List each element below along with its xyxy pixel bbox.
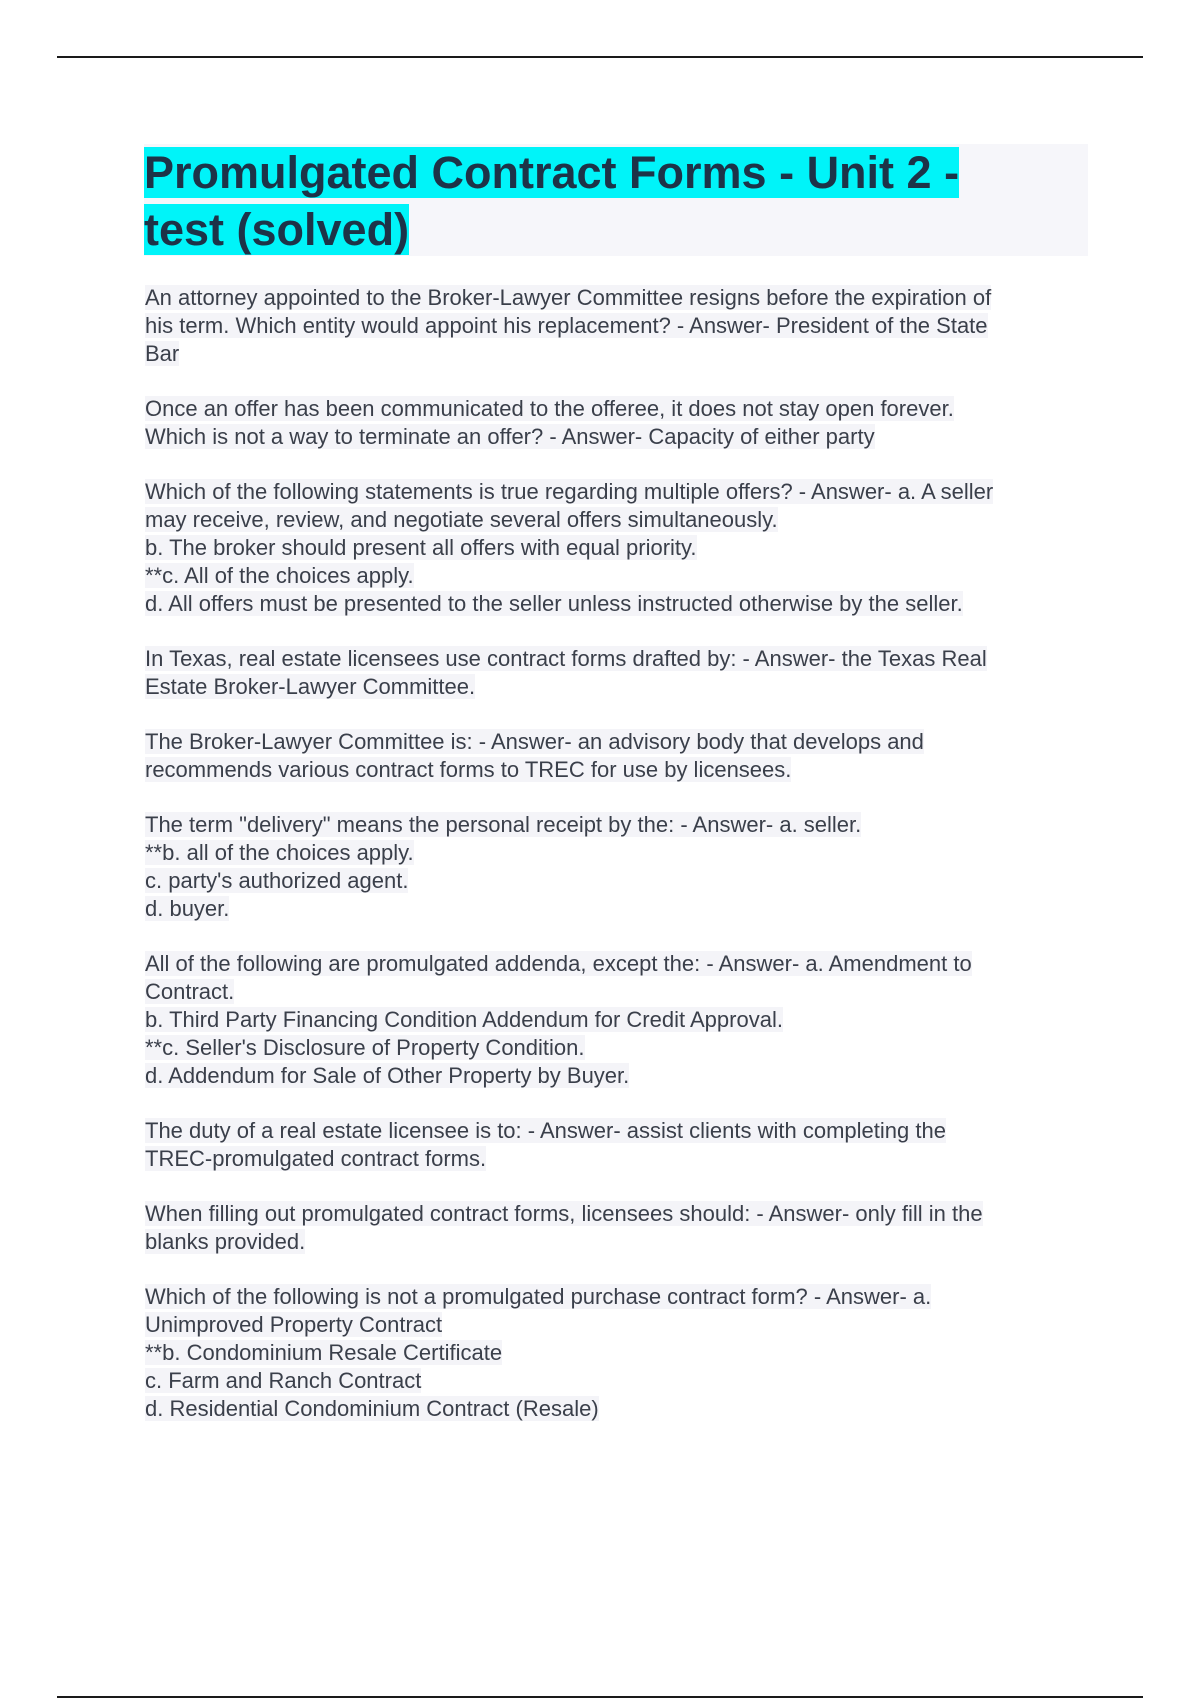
qa-line bbox=[145, 395, 1095, 423]
qa-line bbox=[145, 1395, 1095, 1423]
qa-list bbox=[145, 284, 1095, 1450]
qa-line bbox=[145, 1117, 1095, 1145]
qa-line bbox=[145, 1034, 1095, 1062]
bottom-divider bbox=[57, 1696, 1143, 1698]
qa-line bbox=[145, 673, 1095, 701]
page-title bbox=[144, 144, 1088, 258]
qa-item bbox=[145, 811, 1095, 923]
qa-line-text: d. Residential Condominium Contract (Resale) bbox=[145, 1396, 599, 1421]
qa-line bbox=[145, 895, 1095, 923]
qa-line bbox=[145, 1228, 1095, 1256]
top-divider bbox=[57, 56, 1143, 58]
qa-line-text: **b. Condominium Resale Certificate bbox=[145, 1340, 503, 1365]
qa-line bbox=[145, 867, 1095, 895]
qa-line bbox=[145, 423, 1095, 451]
qa-line bbox=[145, 562, 1095, 590]
qa-line bbox=[145, 1311, 1095, 1339]
qa-line bbox=[145, 1200, 1095, 1228]
qa-item bbox=[145, 1283, 1095, 1423]
qa-line-text: Bar bbox=[145, 341, 180, 366]
qa-line-text: **b. all of the choices apply. bbox=[145, 840, 414, 865]
qa-item bbox=[145, 950, 1095, 1090]
qa-line-text: TREC-promulgated contract forms. bbox=[145, 1146, 487, 1171]
qa-line-text: Contract. bbox=[145, 979, 235, 1004]
qa-item bbox=[145, 1200, 1095, 1256]
qa-line-text: his term. Which entity would appoint his replacement? - Answer- President of the State bbox=[145, 313, 988, 338]
qa-line bbox=[145, 839, 1095, 867]
qa-line bbox=[145, 645, 1095, 673]
qa-line-text: may receive, review, and negotiate several offers simultaneously. bbox=[145, 507, 778, 532]
qa-line-text: b. The broker should present all offers with equal priority. bbox=[145, 535, 697, 560]
qa-line bbox=[145, 1283, 1095, 1311]
qa-line bbox=[145, 312, 1095, 340]
qa-line-text: Which of the following is not a promulgated purchase contract form? - Answer- a. bbox=[145, 1284, 932, 1309]
qa-line bbox=[145, 950, 1095, 978]
qa-line bbox=[145, 1145, 1095, 1173]
qa-line-text: blanks provided. bbox=[145, 1229, 306, 1254]
qa-line bbox=[145, 756, 1095, 784]
qa-line-text: d. Addendum for Sale of Other Property by Buyer. bbox=[145, 1063, 630, 1088]
qa-line-text: The term "delivery" means the personal receipt by the: - Answer- a. seller. bbox=[145, 812, 862, 837]
qa-line-text: Estate Broker-Lawyer Committee. bbox=[145, 674, 476, 699]
qa-line-text: The Broker-Lawyer Committee is: - Answer- an advisory body that develops and bbox=[145, 729, 924, 754]
qa-line bbox=[145, 340, 1095, 368]
qa-item bbox=[145, 284, 1095, 368]
qa-line bbox=[145, 506, 1095, 534]
qa-line bbox=[145, 1367, 1095, 1395]
qa-line bbox=[145, 590, 1095, 618]
qa-line bbox=[145, 1339, 1095, 1367]
qa-line-text: All of the following are promulgated addenda, except the: - Answer- a. Amendment to bbox=[145, 951, 972, 976]
qa-line bbox=[145, 978, 1095, 1006]
qa-line bbox=[145, 1062, 1095, 1090]
qa-line bbox=[145, 1006, 1095, 1034]
qa-line-text: Which of the following statements is true regarding multiple offers? - Answer- a. A seller bbox=[145, 479, 994, 504]
qa-line bbox=[145, 728, 1095, 756]
qa-line-text: d. buyer. bbox=[145, 896, 230, 921]
title-block bbox=[144, 144, 1088, 256]
qa-line-text: An attorney appointed to the Broker-Lawyer Committee resigns before the expiration of bbox=[145, 285, 992, 310]
title-line: Promulgated Contract Forms - Unit 2 - bbox=[144, 147, 960, 198]
qa-line-text: Once an offer has been communicated to the offeree, it does not stay open forever. bbox=[145, 396, 954, 421]
qa-line-text: recommends various contract forms to TREC for use by licensees. bbox=[145, 757, 792, 782]
title-line: test (solved) bbox=[144, 204, 410, 255]
qa-line bbox=[145, 534, 1095, 562]
qa-line bbox=[145, 478, 1095, 506]
qa-item bbox=[145, 395, 1095, 451]
qa-line-text: Which is not a way to terminate an offer? - Answer- Capacity of either party bbox=[145, 424, 875, 449]
qa-line-text: d. All offers must be presented to the seller unless instructed otherwise by the seller. bbox=[145, 591, 963, 616]
qa-line-text: In Texas, real estate licensees use contract forms drafted by: - Answer- the Texas Real bbox=[145, 646, 987, 671]
qa-item bbox=[145, 1117, 1095, 1173]
qa-line-text: Unimproved Property Contract bbox=[145, 1312, 443, 1337]
qa-line-text: **c. Seller's Disclosure of Property Condition. bbox=[145, 1035, 585, 1060]
qa-line-text: c. party's authorized agent. bbox=[145, 868, 409, 893]
qa-line bbox=[145, 811, 1095, 839]
qa-item bbox=[145, 478, 1095, 618]
qa-line-text: **c. All of the choices apply. bbox=[145, 563, 414, 588]
qa-line-text: b. Third Party Financing Condition Addendum for Credit Approval. bbox=[145, 1007, 783, 1032]
qa-line bbox=[145, 284, 1095, 312]
qa-line-text: The duty of a real estate licensee is to: - Answer- assist clients with completing the bbox=[145, 1118, 946, 1143]
qa-line-text: c. Farm and Ranch Contract bbox=[145, 1368, 422, 1393]
qa-item bbox=[145, 728, 1095, 784]
qa-item bbox=[145, 645, 1095, 701]
qa-line-text: When filling out promulgated contract forms, licensees should: - Answer- only fill in the bbox=[145, 1201, 983, 1226]
